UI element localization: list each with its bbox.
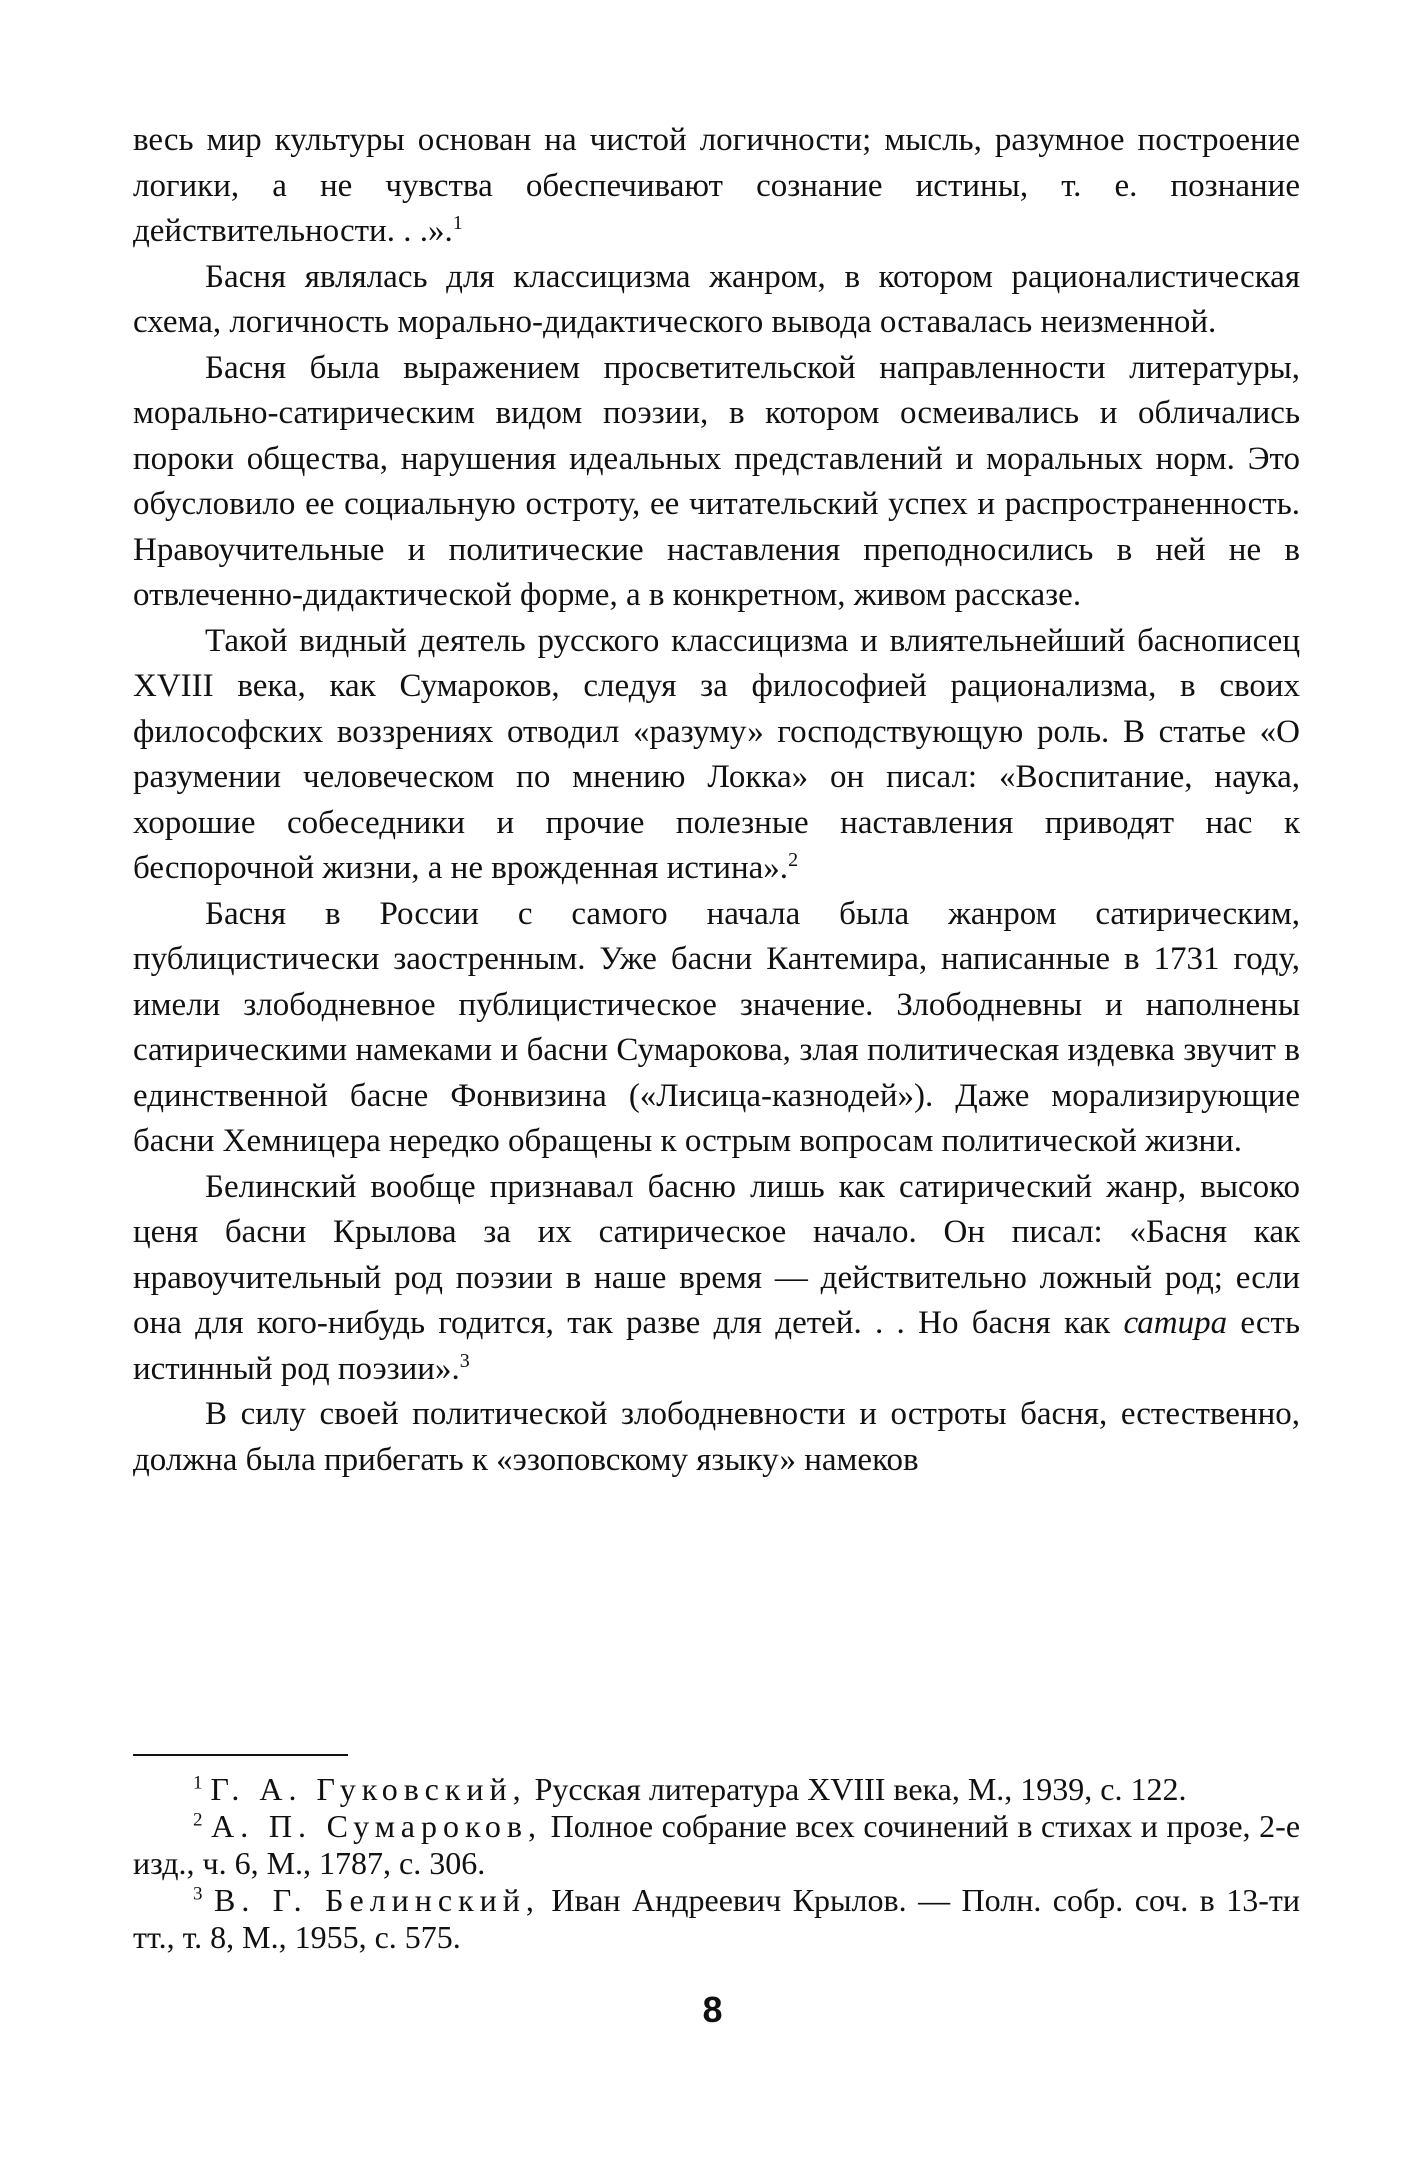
- footnote-2-text: Полное собрание всех сочинений в стихах и прозе, 2-е изд., ч. 6, М., 1787, с. 306.: [133, 1808, 1301, 1881]
- footnote-1-text: Русская литература XVIII века, М., 1939, с. 122.: [526, 1771, 1187, 1807]
- footnote-separator: [133, 1754, 348, 1756]
- footnote-1: [133, 1771, 1300, 1808]
- footnotes: [133, 1771, 1300, 1956]
- page-number: 8: [702, 1989, 723, 2030]
- main-text: [133, 118, 1300, 1483]
- footnote-2-mark: 2: [193, 1809, 203, 1831]
- footnote-ref-1: 1: [452, 212, 463, 234]
- footnote-3-mark: 3: [193, 1883, 203, 1905]
- footnote-2-author: А. П. Сумароков,: [211, 1808, 543, 1844]
- footnote-1-author: Г. А. Гуковский,: [210, 1771, 527, 1807]
- paragraph-6: [133, 1165, 1300, 1393]
- paragraph-6-text-start: Белинский вообще признавал басню лишь как сатирический жанр, высоко ценя басни Крылова за их сатирическое начало. Он писал: «Басня как нравоучительный род поэзии в наше время — действительно ложный род; если она для кого-нибудь годится, так разве для детей. . . Но басня как: [133, 1168, 1300, 1341]
- paragraph-6-text-end: есть истинный род поэзии».: [133, 1305, 1300, 1387]
- footnote-2: [133, 1808, 1300, 1882]
- paragraph-5: Басня в России с самого начала была жанром сатирическим, публицистически заостренным. Уже басни Кантемира, написанные в 1731 году, имели злободневное публицистическое значение. Злободневны и наполнены сатирическими намеками и басни Сумарокова, злая политическая издевка звучит в единственной басне Фонвизина («Лисица-казнодей»). Даже морализирующие басни Хемницера нередко обращены к острым вопросам политической жизни.: [133, 895, 1300, 1159]
- paragraph-4: [133, 619, 1300, 892]
- footnote-3-author: В. Г. Белинский,: [213, 1882, 540, 1918]
- footnote-1-mark: 1: [193, 1772, 203, 1794]
- footnote-ref-3: 3: [459, 1349, 470, 1372]
- italic-word-satira: сатира: [1123, 1305, 1228, 1341]
- footnote-ref-2: 2: [788, 849, 799, 871]
- paragraph-2: Басня являлась для классицизма жанром, в котором рационалистическая схема, логичность морально-дидактического вывода оставалась неизменной.: [133, 258, 1300, 340]
- paragraph-7: В силу своей политической злободневности и остроты басня, естественно, должна была прибегать к «эзоповскому языку» намеков: [133, 1396, 1300, 1478]
- paragraph-1-text: весь мир культуры основан на чистой логичности; мысль, разумное построение логики, а не чувства обеспечивают сознание истины, т. е. познание действительности. . .».: [133, 122, 1300, 249]
- paragraph-3: Басня была выражением просветительской направленности литературы, морально-сатирическим видом поэзии, в котором осмеивались и обличались пороки общества, нарушения идеальных представлений и моральных норм. Это обусловило ее социальную остроту, ее читательский успех и распространенность. Нравоучительные и политические наставления преподносились в ней не в отвлеченно-дидактической форме, а в конкретном, живом рассказе.: [133, 349, 1300, 613]
- paragraph-1: [133, 118, 1300, 255]
- footnote-3-text: Иван Андреевич Крылов. — Полн. собр. соч. в 13-ти тт., т. 8, М., 1955, с. 575.: [133, 1882, 1301, 1955]
- paragraph-4-text: Такой видный деятель русского классицизма и влиятельнейший баснописец XVIII века, как Сумароков, следуя за философией рационализма, в своих философских воззрениях отводил «разуму» господствующую роль. В статье «О разумении человеческом по мнению Локка» он писал: «Воспитание, наука, хорошие собеседники и прочие полезные наставления приводят нас к беспорочной жизни, а не врожденная истина».: [133, 622, 1300, 886]
- footnote-3: [133, 1882, 1300, 1956]
